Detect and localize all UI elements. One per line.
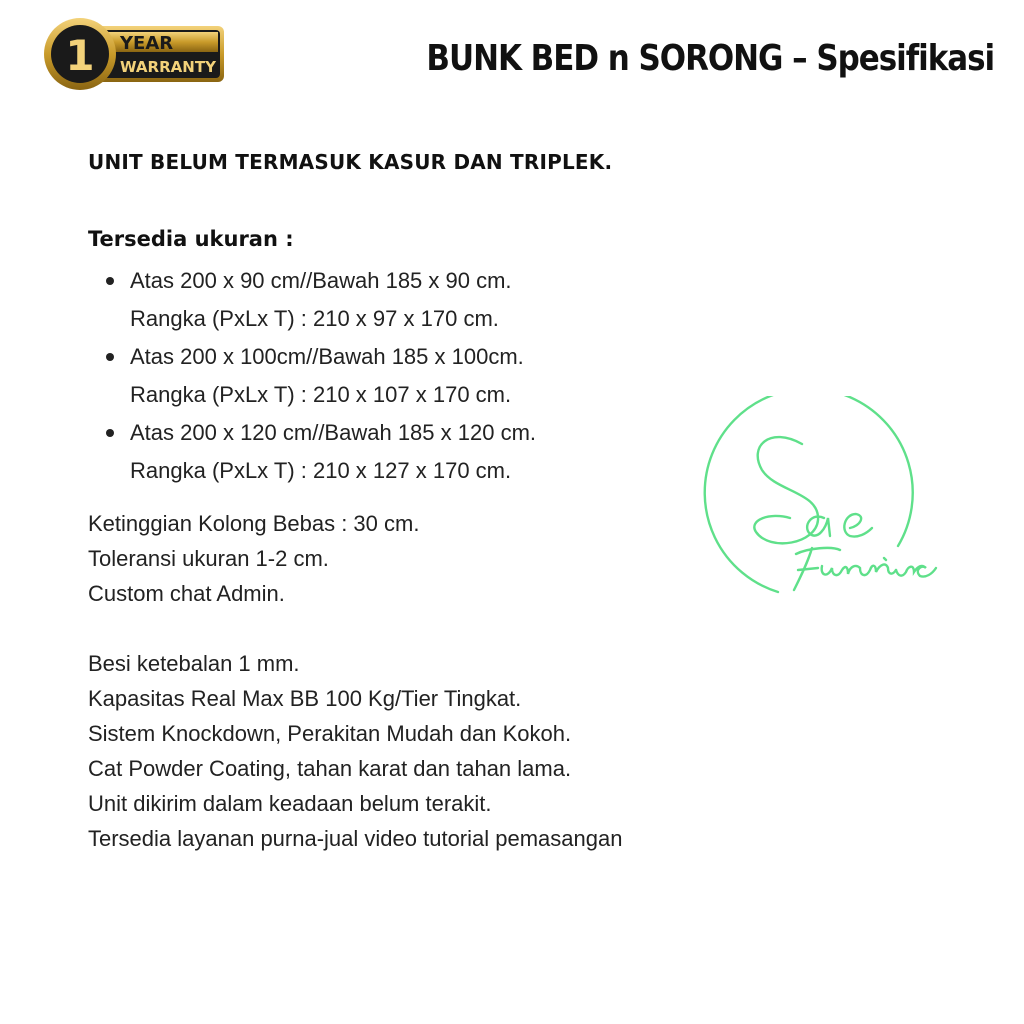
size-frame: Rangka (PxLx T) : 210 x 97 x 170 cm. [130, 306, 499, 331]
sizes-list [130, 262, 690, 490]
list-item [130, 338, 690, 414]
sae-furniture-logo [700, 396, 950, 606]
detail-line: Besi ketebalan 1 mm. [88, 651, 300, 676]
details-block-1 [88, 506, 419, 611]
detail-line: Ketinggian Kolong Bebas : 30 cm. [88, 511, 420, 536]
badge-line2: WARRANTY [120, 58, 218, 76]
page-title: BUNK BED n SORONG – Spesifikasi [426, 38, 994, 79]
warranty-badge [44, 16, 226, 92]
list-item [130, 262, 690, 338]
size-top-bottom: Atas 200 x 90 cm//Bawah 185 x 90 cm. [130, 268, 512, 293]
detail-line: Cat Powder Coating, tahan karat dan tahan lama. [88, 756, 572, 781]
size-top-bottom: Atas 200 x 100cm//Bawah 185 x 100cm. [130, 344, 524, 369]
list-item [130, 414, 690, 490]
size-frame: Rangka (PxLx T) : 210 x 107 x 170 cm. [130, 382, 512, 407]
detail-line: Custom chat Admin. [88, 581, 285, 606]
sizes-heading: Tersedia ukuran : [88, 227, 294, 251]
size-frame: Rangka (PxLx T) : 210 x 127 x 170 cm. [130, 458, 512, 483]
detail-line: Sistem Knockdown, Perakitan Mudah dan Kokoh. [88, 721, 572, 746]
details-block-2 [88, 646, 622, 856]
detail-line: Toleransi ukuran 1-2 cm. [88, 546, 329, 571]
detail-line: Kapasitas Real Max BB 100 Kg/Tier Tingkat. [88, 686, 522, 711]
detail-line: Tersedia layanan purna-jual video tutorial pemasangan [88, 826, 623, 851]
size-top-bottom: Atas 200 x 120 cm//Bawah 185 x 120 cm. [130, 420, 537, 445]
badge-line1: YEAR [120, 33, 174, 54]
detail-line: Unit dikirim dalam keadaan belum terakit. [88, 791, 492, 816]
notice-text: UNIT BELUM TERMASUK KASUR DAN TRIPLEK. [88, 150, 613, 174]
badge-number: 1 [65, 31, 95, 80]
